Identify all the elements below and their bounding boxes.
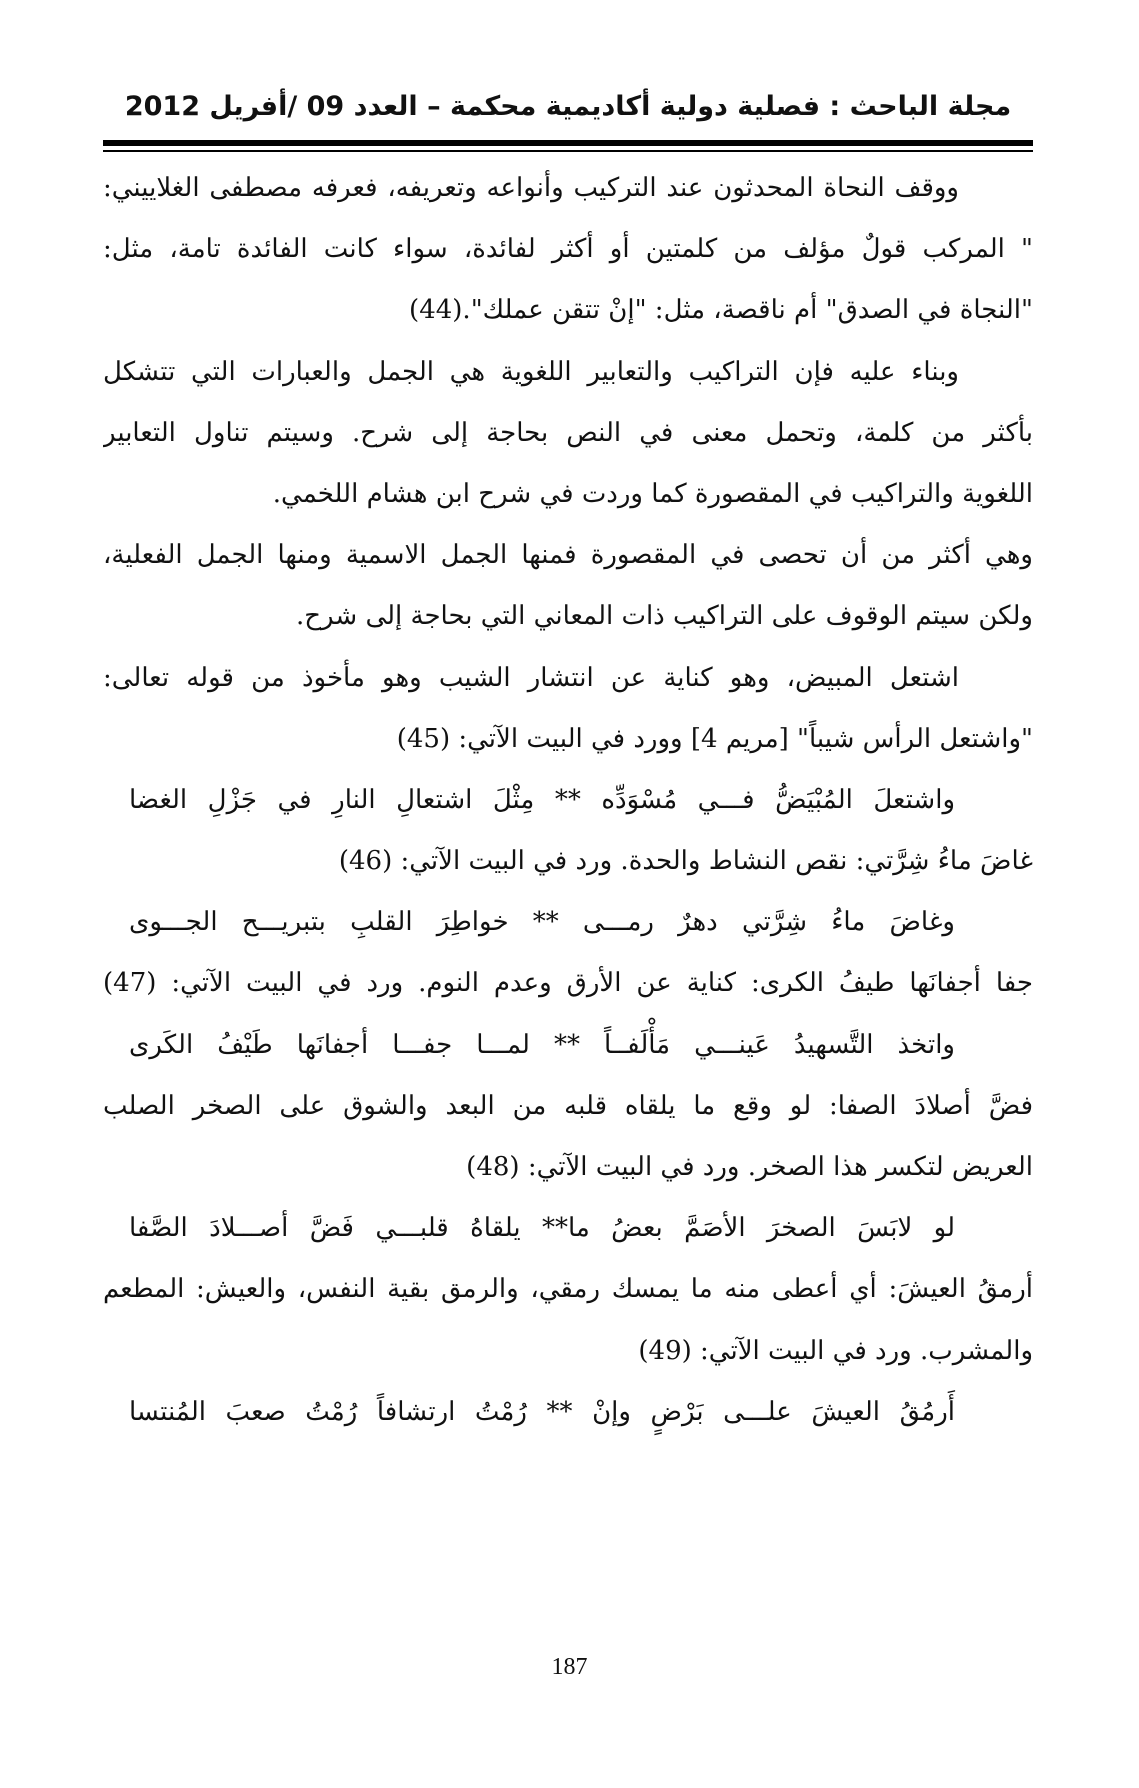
paragraph-line: العريض لتكسر هذا الصخر. ورد في البيت الآتي: (48) — [466, 1152, 1033, 1182]
page-number: 187 — [551, 1654, 588, 1680]
paragraph-line: فضَّ أصلادَ الصفا: لو وقع ما يلقاه قلبه من البعد والشوق على الصخر الصلب — [103, 1090, 1033, 1121]
verse-line: واتخذ التَّسهيدُ عَينـــي مَأْلَفــاً ** لمـــا جفـــا أجفانَها طَيْفُ الكَرى — [129, 1029, 955, 1060]
verse-line: وغاضَ ماءُ شِرَّتي دهرٌ رمـــى ** خواطِرَ القلبِ بتبريـــح الجـــوى — [129, 907, 955, 938]
paragraph-line: " المركب قولٌ مؤلف من كلمتين أو أكثر لفائدة، سواء كانت الفائدة تامة، مثل: — [103, 234, 1033, 265]
verse-line: واشتعلَ المُبْيَضُّ فـــي مُسْوَدِّه ** مِثْلَ اشتعالِ النارِ في جَزْلِ الغضا — [129, 784, 955, 815]
paragraph-line: "واشتعل الرأس شيباً" [مريم 4] وورد في البيت الآتي: (45) — [396, 723, 1033, 754]
paragraph-line: بأكثر من كلمة، وتحمل معنى في النص بحاجة إلى شرح. وسيتم تناول التعابير — [103, 417, 1033, 448]
verse-line: أَرمُقُ العيشَ علـــى بَرْضٍ وإنْ ** رُمْتُ ارتشافاً رُمْتُ صعبَ المُنتسا — [129, 1396, 955, 1427]
verse-line: لو لابَسَ الصخرَ الأصَمَّ بعضُ ما** يلقاهُ قلبـــي فَضَّ أصـــلادَ الصَّفا — [129, 1213, 955, 1244]
header-rule-thin — [103, 150, 1033, 152]
paragraph-line: ولكن سيتم الوقوف على التراكيب ذات المعاني التي بحاجة إلى شرح. — [296, 601, 1033, 632]
article-body — [103, 158, 1033, 1443]
paragraph-line: غاضَ ماءُ شِرَّتي: نقص النشاط والحدة. ورد في البيت الآتي: (46) — [338, 846, 1033, 877]
paragraph-line: وبناء عليه فإن التراكيب والتعابير اللغوية هي الجمل والعبارات التي تتشكل — [103, 356, 959, 387]
paragraph-line: "النجاة في الصدق" أم ناقصة، مثل: "إنْ تتقن عملك".(44) — [409, 295, 1033, 326]
journal-header: مجلة الباحث : فصلية دولية أكاديمية محكمة – العدد 09 /أفريل 2012 — [124, 91, 1012, 122]
paragraph-line: والمشرب. ورد في البيت الآتي: (49) — [638, 1335, 1033, 1366]
paragraph-line: وهي أكثر من أن تحصى في المقصورة فمنها الجمل الاسمية ومنها الجمل الفعلية، — [103, 540, 1033, 571]
paragraph-line: أرمقُ العيشَ: أي أعطى منه ما يمسك رمقي، والرمق بقية النفس، والعيش: المطعم — [103, 1274, 1033, 1305]
paragraph-line: جفا أجفانَها طيفُ الكرى: كناية عن الأرق وعدم النوم. ورد في البيت الآتي: (47) — [103, 968, 1033, 999]
paragraph-line: اللغوية والتراكيب في المقصورة كما وردت في شرح ابن هشام اللخمي. — [272, 478, 1033, 509]
paragraph-line: ووقف النحاة المحدثون عند التركيب وأنواعه وتعريفه، فعرفه مصطفى الغلاييني: — [103, 173, 959, 203]
paragraph-line: اشتعل المبيض، وهو كناية عن انتشار الشيب وهو مأخوذ من قوله تعالى: — [103, 662, 959, 693]
header-rule-thick — [103, 140, 1033, 146]
